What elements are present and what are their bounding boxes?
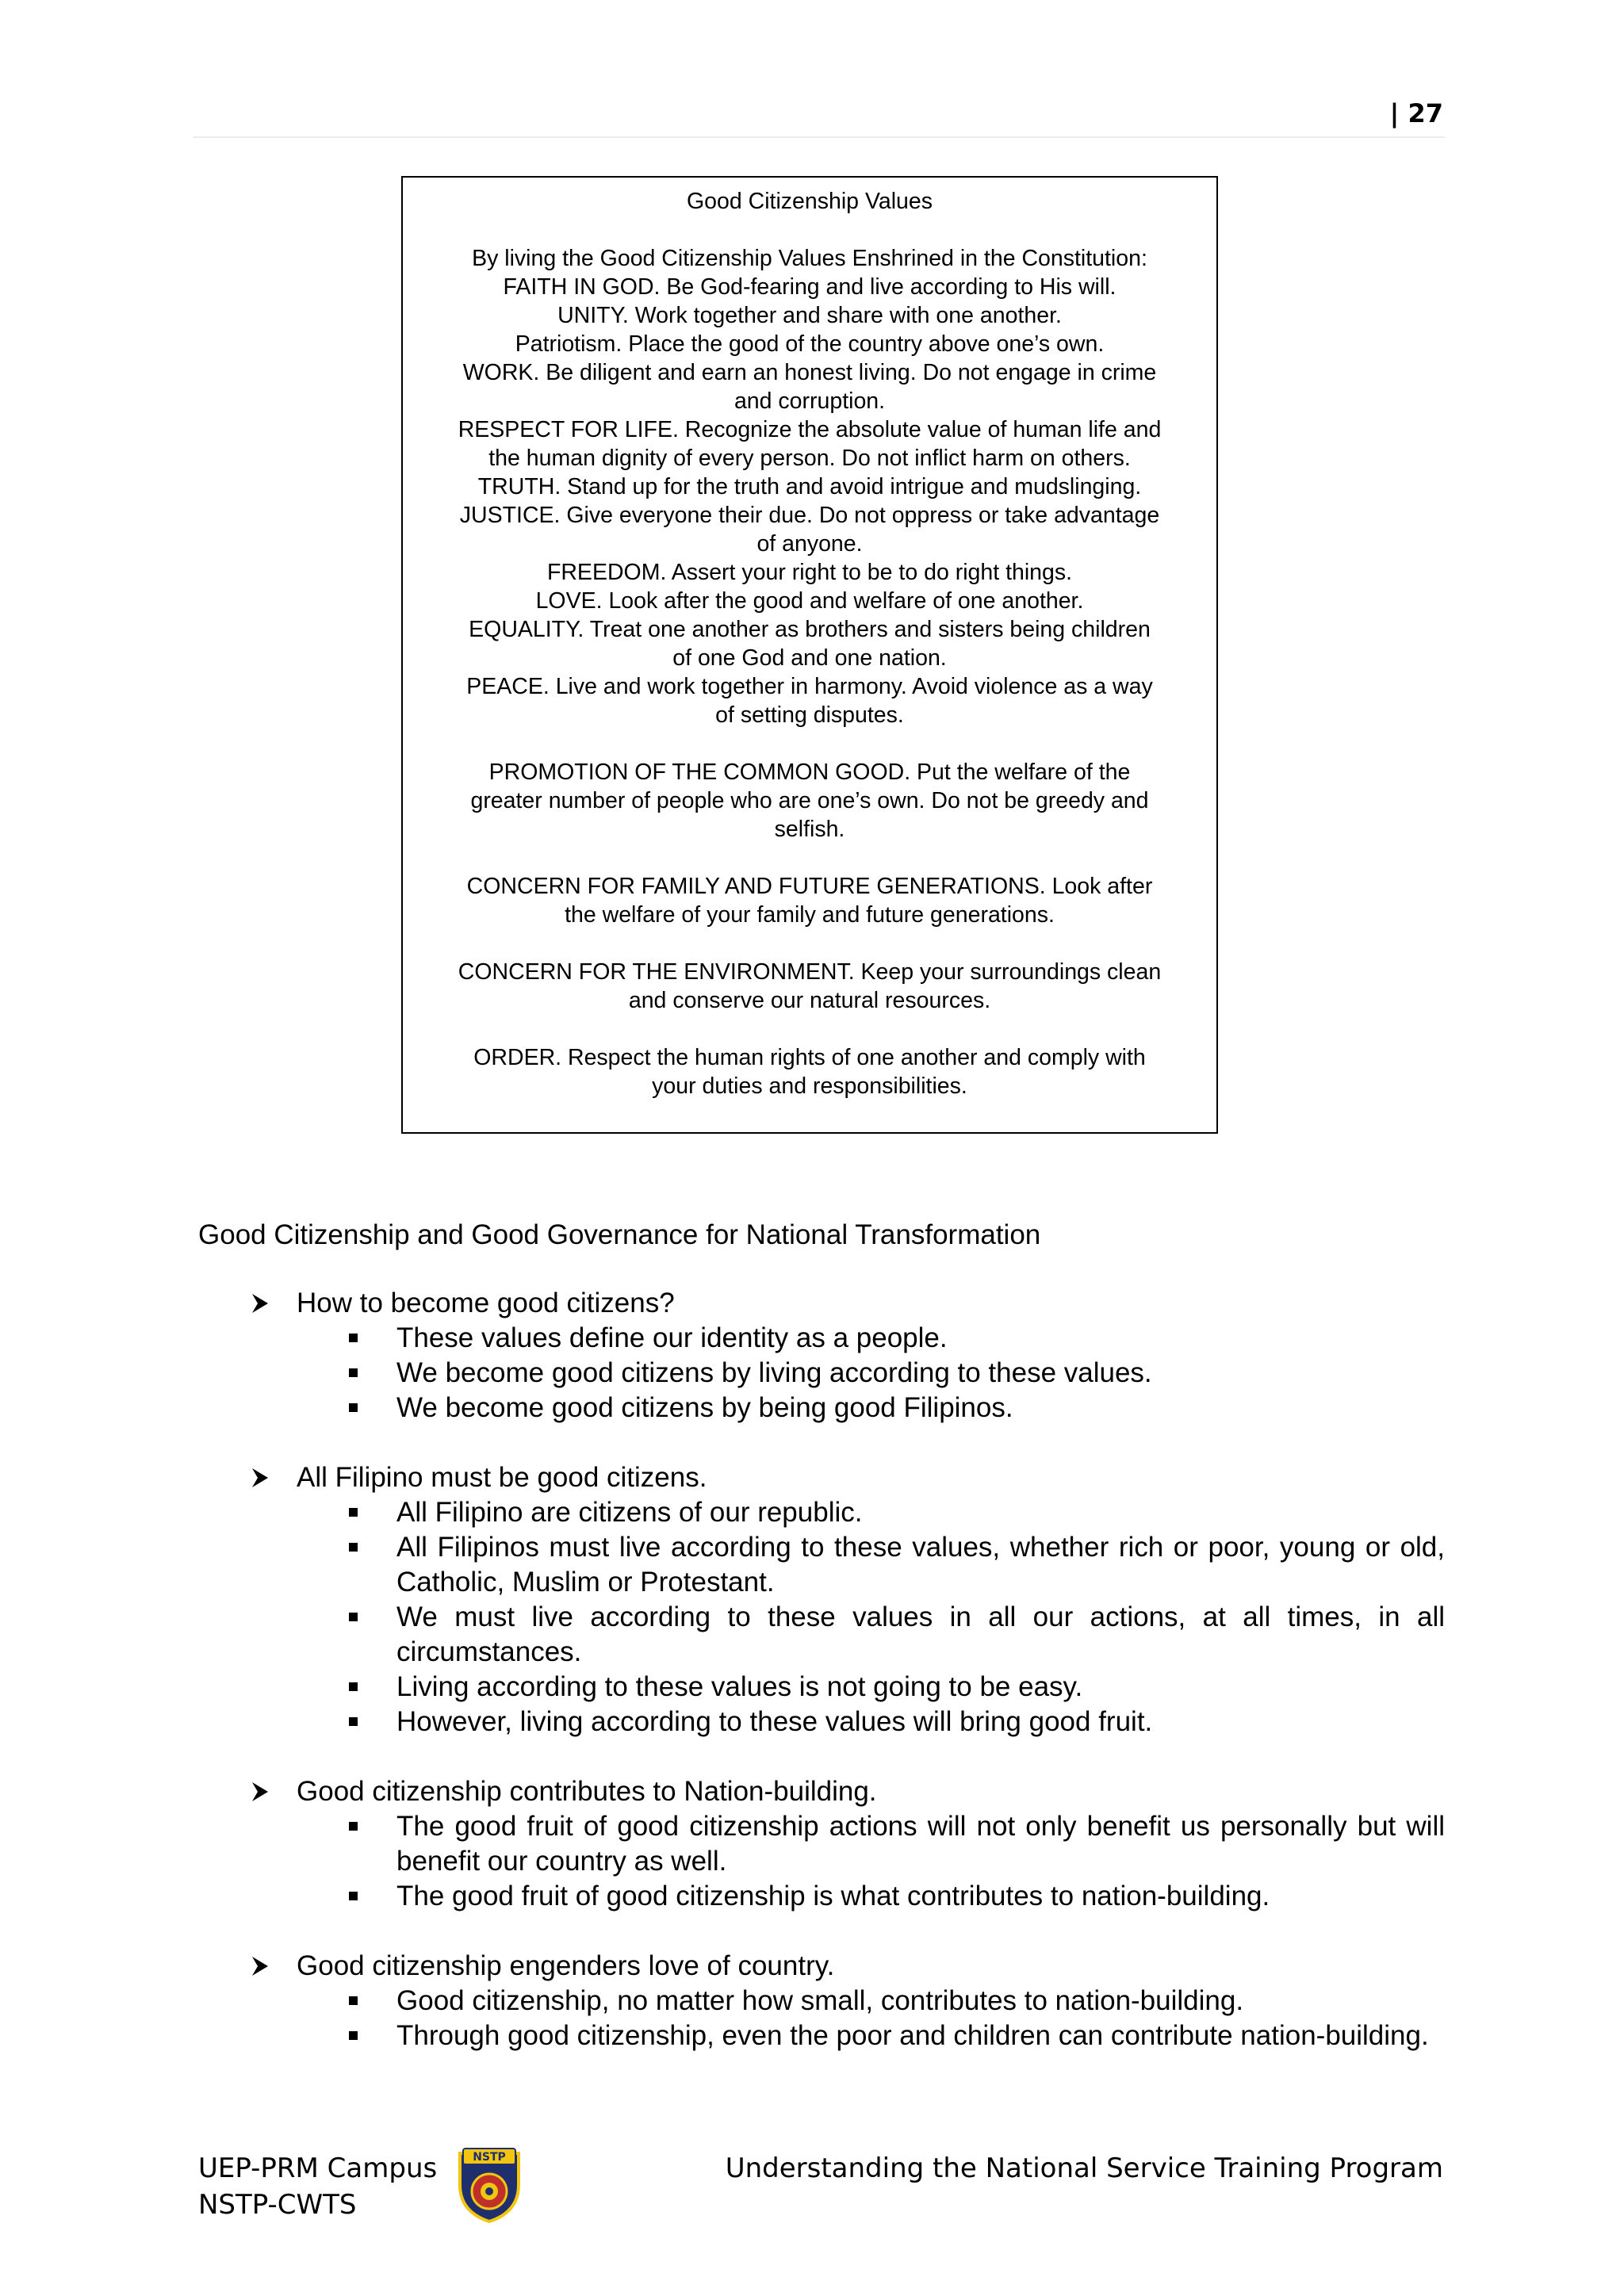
- arrow-bullet-icon: [251, 1460, 270, 1495]
- topic-heading: [198, 1949, 1445, 1984]
- value-line: EQUALITY. Treat one another as brothers and sisters being children: [469, 617, 1151, 642]
- value-environment: [403, 958, 1216, 1015]
- square-bullet-icon: [349, 1334, 358, 1342]
- list-item: [198, 1809, 1445, 1879]
- value-line: PEACE. Live and work together in harmony. Avoid violence as a way: [466, 674, 1153, 699]
- value-line: of one God and one nation.: [672, 645, 947, 671]
- square-bullet-icon: [349, 1996, 358, 2005]
- value-line: WORK. Be diligent and earn an honest living. Do not engage in crime: [462, 360, 1157, 385]
- emblem-label: NSTP: [473, 2151, 506, 2164]
- value-line: of setting disputes.: [715, 702, 904, 728]
- nstp-emblem-icon: [455, 2145, 523, 2225]
- list-item-text: All Filipinos must live according to these values, whether rich or poor, young or old, Catholic, Muslim or Protestant.: [396, 1532, 1445, 1598]
- bullet-outline: [198, 1286, 1445, 2088]
- topic-heading-text: How to become good citizens?: [297, 1288, 675, 1318]
- list-item-text: The good fruit of good citizenship actions will not only benefit us personally but will benefit our country as well.: [396, 1811, 1445, 1877]
- value-line: CONCERN FOR FAMILY AND FUTURE GENERATIONS. Look after: [466, 874, 1153, 899]
- value-line: the welfare of your family and future generations.: [565, 902, 1055, 928]
- list-item: [198, 1530, 1445, 1600]
- square-bullet-icon: [349, 1368, 358, 1377]
- footer-campus: UEP-PRM Campus: [198, 2152, 438, 2184]
- value-line: your duties and responsibilities.: [652, 1073, 967, 1099]
- topic: [198, 1286, 1445, 1425]
- good-citizenship-values-box: [401, 176, 1218, 1134]
- values-list: [403, 273, 1216, 729]
- footer-left: [198, 2150, 437, 2223]
- list-item-text: We become good citizens by being good Filipinos.: [396, 1392, 1013, 1423]
- square-bullet-icon: [349, 1403, 358, 1412]
- section-title: Good Citizenship and Good Governance for National Transformation: [198, 1219, 1041, 1250]
- value-line: PROMOTION OF THE COMMON GOOD. Put the welfare of the: [488, 760, 1131, 785]
- value-line: Patriotism. Place the good of the country above one’s own.: [515, 331, 1105, 357]
- list-item: [198, 1495, 1445, 1530]
- value-line: selfish.: [774, 817, 845, 842]
- arrow-bullet-icon: [251, 1949, 270, 1984]
- value-line: CONCERN FOR THE ENVIRONMENT. Keep your surroundings clean: [458, 959, 1162, 985]
- header-divider: [193, 136, 1445, 138]
- list-item-text: However, living according to these values will bring good fruit.: [396, 1706, 1153, 1737]
- value-line: and conserve our natural resources.: [628, 988, 991, 1013]
- value-line: of anyone.: [756, 531, 863, 557]
- value-family: [403, 872, 1216, 929]
- topic-heading: [198, 1774, 1445, 1809]
- page-number-value: 27: [1408, 98, 1443, 128]
- value-line: LOVE. Look after the good and welfare of one another.: [535, 588, 1084, 614]
- list-item: [198, 1984, 1445, 2019]
- list-item-text: We become good citizens by living according to these values.: [396, 1357, 1152, 1388]
- list-item: [198, 1356, 1445, 1391]
- topic: [198, 1774, 1445, 1914]
- square-bullet-icon: [349, 2031, 358, 2040]
- square-bullet-icon: [349, 1613, 358, 1621]
- values-box-title: Good Citizenship Values: [687, 189, 933, 214]
- list-item: [198, 2019, 1445, 2053]
- value-line: TRUTH. Stand up for the truth and avoid intrigue and mudslinging.: [477, 474, 1142, 499]
- value-line: FAITH IN GOD. Be God-fearing and live according to His will.: [503, 274, 1116, 300]
- value-line: UNITY. Work together and share with one another.: [557, 303, 1062, 328]
- topic: [198, 1460, 1445, 1739]
- list-item: [198, 1391, 1445, 1425]
- square-bullet-icon: [349, 1543, 358, 1552]
- topic-heading-text: All Filipino must be good citizens.: [297, 1462, 707, 1493]
- value-line: the human dignity of every person. Do not inflict harm on others.: [488, 446, 1131, 471]
- list-item-text: Living according to these values is not going to be easy.: [396, 1671, 1083, 1702]
- value-line: and corruption.: [733, 388, 886, 414]
- value-common-good: [403, 758, 1216, 844]
- list-item: [198, 1705, 1445, 1739]
- footer-course-title: Understanding the National Service Training Program: [725, 2152, 1443, 2184]
- footer-program: NSTP-CWTS: [198, 2189, 357, 2221]
- list-item: [198, 1600, 1445, 1670]
- list-item-text: These values define our identity as a people.: [396, 1322, 948, 1353]
- list-item: [198, 1879, 1445, 1914]
- list-item-text: Good citizenship, no matter how small, contributes to nation-building.: [396, 1985, 1244, 2016]
- value-line: ORDER. Respect the human rights of one another and comply with: [473, 1045, 1146, 1070]
- list-item-text: The good fruit of good citizenship is what contributes to nation-building.: [396, 1881, 1270, 1911]
- list-item: [198, 1321, 1445, 1356]
- value-line: greater number of people who are one’s own. Do not be greedy and: [470, 788, 1149, 813]
- topic: [198, 1949, 1445, 2053]
- value-line: RESPECT FOR LIFE. Recognize the absolute value of human life and: [458, 417, 1162, 442]
- square-bullet-icon: [349, 1822, 358, 1831]
- value-line: FREEDOM. Assert your right to be to do right things.: [546, 560, 1073, 585]
- values-box-intro: By living the Good Citizenship Values Enshrined in the Constitution:: [472, 246, 1147, 271]
- square-bullet-icon: [349, 1508, 358, 1517]
- page-number: | 27: [1389, 98, 1443, 128]
- square-bullet-icon: [349, 1892, 358, 1900]
- topic-heading-text: Good citizenship engenders love of country.: [297, 1950, 835, 1981]
- square-bullet-icon: [349, 1682, 358, 1691]
- list-item: [198, 1670, 1445, 1705]
- topic-heading-text: Good citizenship contributes to Nation-building.: [297, 1776, 877, 1807]
- value-order: [403, 1043, 1216, 1100]
- list-item-text: All Filipino are citizens of our republic.: [396, 1497, 863, 1528]
- list-item-text: We must live according to these values in all our actions, at all times, in all circumstances.: [396, 1601, 1445, 1667]
- arrow-bullet-icon: [251, 1286, 270, 1321]
- value-line: JUSTICE. Give everyone their due. Do not oppress or take advantage: [459, 503, 1160, 528]
- list-item-text: Through good citizenship, even the poor and children can contribute nation-building.: [396, 2020, 1429, 2051]
- arrow-bullet-icon: [251, 1774, 270, 1809]
- topic-heading: [198, 1460, 1445, 1495]
- topic-heading: [198, 1286, 1445, 1321]
- square-bullet-icon: [349, 1717, 358, 1726]
